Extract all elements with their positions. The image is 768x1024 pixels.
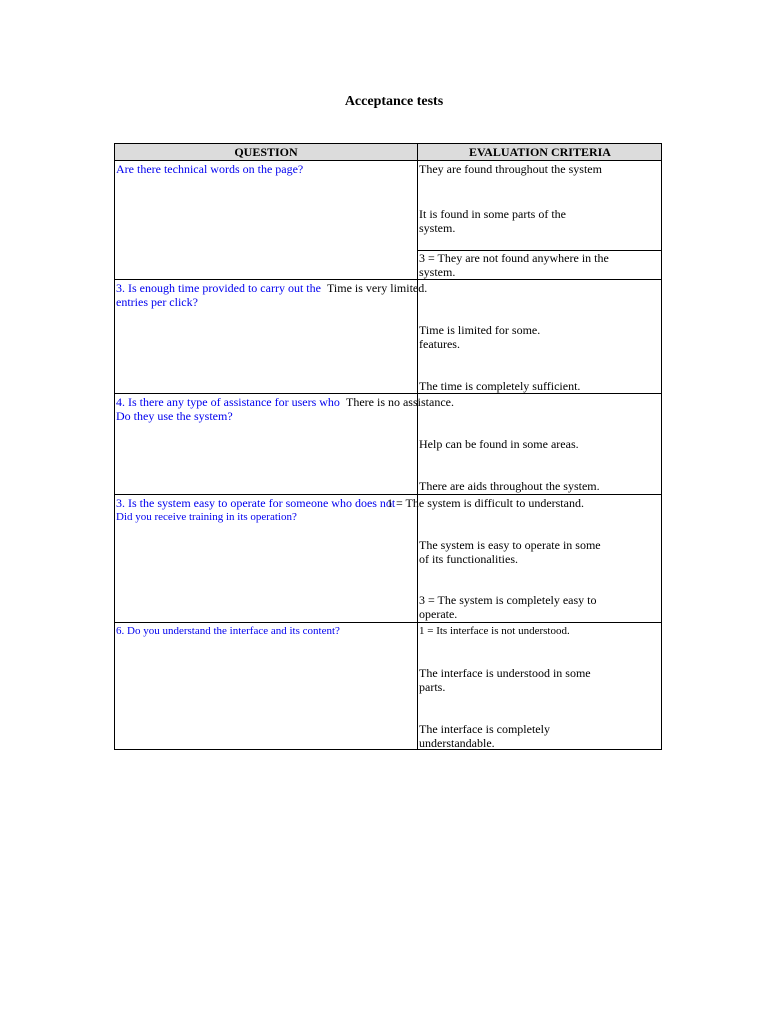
question-3-line-2: Do they use the system? [116,409,233,423]
row-divider [115,494,661,495]
question-2-line-1: 3. Is enough time provided to carry out the [116,281,321,295]
criteria-4-3-line-1: 3 = The system is completely easy to [419,593,597,607]
criteria-5-3-line-2: understandable. [419,736,495,750]
question-5-line-1: 6. Do you understand the interface and its content? [116,625,340,637]
question-2-line-2: entries per click? [116,295,198,309]
row-divider [115,279,661,280]
criteria-3-3-line-1: There are aids throughout the system. [419,479,600,493]
row-divider [115,393,661,394]
question-4-line-1: 3. Is the system easy to operate for someone who does not [116,496,396,510]
header-question: QUESTION [234,145,298,159]
criteria-2-3-line-1: The time is completely sufficient. [419,379,581,393]
criteria-4-2-line-2: of its functionalities. [419,552,518,566]
criteria-1-1-line-1: They are found throughout the system [419,162,602,176]
criteria-1-2-line-1: It is found in some parts of the [419,207,566,221]
criteria-2-1-line-1: Time is very limited. [327,281,428,295]
acceptance-tests-table [114,143,662,750]
criteria-3-2-line-1: Help can be found in some areas. [419,437,579,451]
criteria-3-1-line-1: There is no assistance. [346,395,454,409]
question-4-line-2: Did you receive training in its operation? [116,511,297,523]
criteria-2-2-line-2: features. [419,337,460,351]
question-3-line-1: 4. Is there any type of assistance for users who [116,395,340,409]
criteria-4-2-line-1: The system is easy to operate in some [419,538,601,552]
criteria-1-2-line-2: system. [419,221,456,235]
criteria-5-3-line-1: The interface is completely [419,722,550,736]
question-1-line-1: Are there technical words on the page? [116,162,304,176]
criteria-5-2-line-2: parts. [419,680,446,694]
criteria-1-3-line-2: system. [419,265,456,279]
column-divider [417,144,418,749]
row-divider [115,160,661,161]
criteria-4-3-line-2: operate. [419,607,458,621]
document-title: Acceptance tests [344,94,444,109]
row-divider [115,622,661,623]
criteria-4-1-line-1: 1 = The system is difficult to understand. [387,496,584,510]
criteria-5-2-line-1: The interface is understood in some [419,666,591,680]
header-evaluation-criteria: EVALUATION CRITERIA [469,145,611,159]
criteria-5-1-line-1: 1 = Its interface is not understood. [419,625,570,637]
criteria-1-3-line-1: 3 = They are not found anywhere in the [419,251,609,265]
criteria-2-2-line-1: Time is limited for some. [419,323,541,337]
